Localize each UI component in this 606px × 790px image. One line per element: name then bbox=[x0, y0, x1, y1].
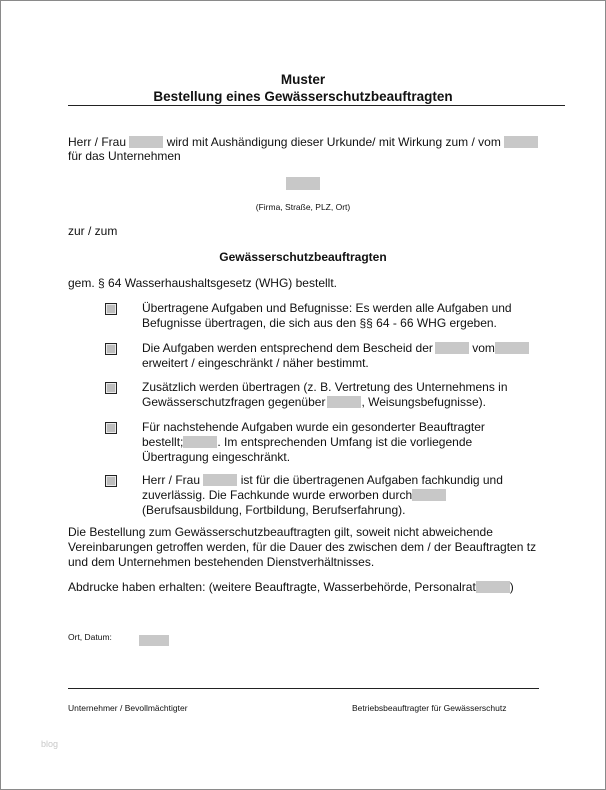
option-2-text bbox=[142, 341, 532, 371]
signature-line bbox=[68, 688, 539, 689]
closing-line-1: Die Bestellung zum Gewässerschutzbeauftragten gilt, soweit nicht abweichende bbox=[68, 525, 493, 539]
option-4-line-3: Übertragung eingeschränkt. bbox=[142, 450, 291, 464]
option-4-line-2: bestellt; . Im entsprechenden Umfang ist die vorliegende bbox=[142, 435, 473, 449]
option-2-line-2: erweitert / eingeschränkt / näher bestimmt. bbox=[142, 356, 369, 370]
option-4-text bbox=[142, 420, 532, 465]
closing-paragraph bbox=[68, 525, 536, 570]
option-5-line-2: zuverlässig. Die Fachkunde wurde erworben durch bbox=[142, 488, 532, 503]
representation-field[interactable] bbox=[327, 396, 361, 408]
option-1-line-2: Befugnisse übertragen, die sich aus den §§ 64 - 66 WHG ergeben. bbox=[142, 316, 497, 330]
watermark: blog bbox=[41, 739, 59, 749]
date-field[interactable] bbox=[504, 136, 538, 148]
company-caption: (Firma, Straße, PLZ, Ort) bbox=[255, 202, 351, 212]
authority-field[interactable] bbox=[435, 342, 469, 354]
checkbox-option-5[interactable] bbox=[105, 475, 117, 487]
signature-label-left: Unternehmer / Bevollmächtigter bbox=[68, 703, 188, 713]
option-3-line-2: Gewässerschutzfragen gegenüber , Weisungsbefugnisse). bbox=[142, 395, 486, 409]
company-field[interactable] bbox=[286, 175, 320, 193]
checkbox-option-1[interactable] bbox=[105, 303, 117, 315]
option-5-line-1: Herr / Frau ist für die übertragenen Aufgaben fachkundig und bbox=[142, 473, 503, 487]
document-subtitle: Bestellung eines Gewässerschutzbeauftragten bbox=[153, 89, 453, 104]
staff-council-field[interactable] bbox=[476, 581, 510, 593]
checkbox-option-4[interactable] bbox=[105, 422, 117, 434]
intro-line-1 bbox=[68, 135, 538, 150]
closing-line-2: Vereinbarungen getroffen werden, für die Dauer des zwischen dem / der Beauftragten tz bbox=[68, 540, 537, 554]
place-date-field[interactable] bbox=[139, 631, 169, 649]
option-1-line-1: Übertragene Aufgaben und Befugnisse: Es werden alle Aufgaben und bbox=[142, 301, 512, 315]
closing-line-3: und dem Unternehmen bestehenden Dienstverhältnisses. bbox=[68, 555, 375, 569]
zur-zum-text: zur / zum bbox=[68, 224, 118, 238]
qualified-person-field[interactable] bbox=[203, 474, 237, 486]
decision-date-field[interactable] bbox=[495, 342, 529, 354]
intro-text-a: Herr / Frau bbox=[68, 135, 127, 149]
copies-text: Abdrucke haben erhalten: (weitere Beauftragte, Wasserbehörde, Personalrat bbox=[68, 580, 476, 594]
legal-line: gem. § 64 Wasserhaushaltsgesetz (WHG) bestellt. bbox=[68, 276, 337, 290]
place-date-label: Ort, Datum: bbox=[68, 632, 112, 642]
center-heading: Gewässerschutzbeauftragten bbox=[219, 250, 387, 264]
intro-line-2: für das Unternehmen bbox=[68, 149, 181, 163]
title-rule bbox=[68, 105, 565, 106]
checkbox-option-2[interactable] bbox=[105, 343, 117, 355]
name-field[interactable] bbox=[129, 136, 163, 148]
option-2-line-1: Die Aufgaben werden entsprechend dem Bescheid der vom bbox=[142, 341, 532, 356]
other-officer-field[interactable] bbox=[183, 436, 217, 448]
copies-line: Abdrucke haben erhalten: (weitere Beauftragte, Wasserbehörde, Personalrat ) bbox=[68, 580, 514, 594]
signature-label-right: Betriebsbeauftragter für Gewässerschutz bbox=[352, 703, 507, 713]
option-5-line-3: (Berufsausbildung, Fortbildung, Berufserfahrung). bbox=[142, 503, 406, 517]
document-title: Muster bbox=[280, 72, 326, 87]
checkbox-option-3[interactable] bbox=[105, 382, 117, 394]
option-5-text bbox=[142, 473, 532, 518]
option-3-line-1: Zusätzlich werden übertragen (z. B. Vertretung des Unternehmens in bbox=[142, 380, 508, 394]
option-3-text bbox=[142, 380, 532, 410]
option-1-text bbox=[142, 301, 532, 331]
intro-text-b: wird mit Aushändigung dieser Urkunde/ mit Wirkung zum / vom bbox=[166, 135, 501, 149]
option-4-line-1: Für nachstehende Aufgaben wurde ein gesonderter Beauftragter bbox=[142, 420, 485, 434]
qualification-field[interactable] bbox=[412, 489, 446, 501]
